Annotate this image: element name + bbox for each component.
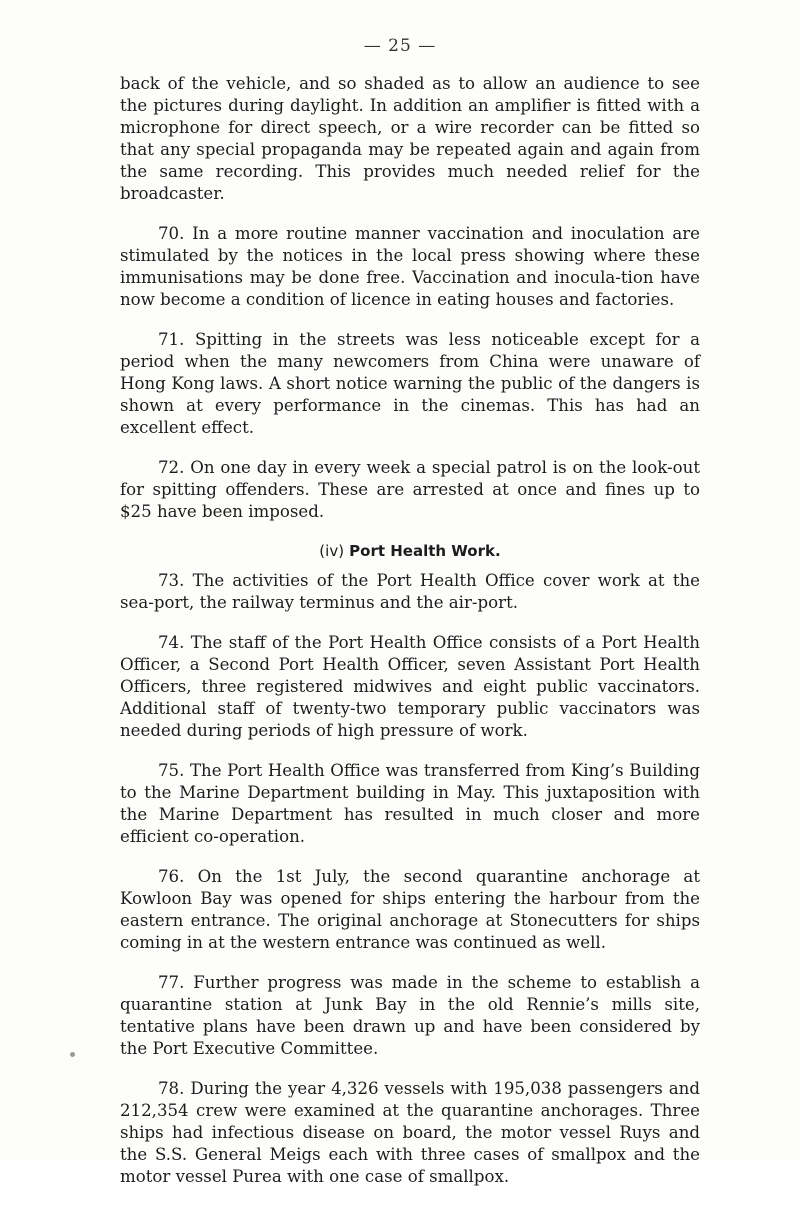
paragraph-70: 70. In a more routine manner vaccination and inoculation are stimulated by the notices in the local press showing where these immunisations may be done free. Vaccination and inocula-tion have now become a condition of licence in eating houses and factories. bbox=[120, 224, 700, 309]
paragraph-74: 74. The staff of the Port Health Office consists of a Port Health Officer, a Second Port Health Officer, seven Assistant Port Health Officers, three registered midwives and eight public vaccinators. Additional staff of twenty-two temporary public vaccinators was needed during periods of high pressure of work. bbox=[120, 633, 700, 740]
section-title: Port Health Work. bbox=[349, 542, 501, 560]
paragraph-77: 77. Further progress was made in the scheme to establish a quarantine station at Junk Bay in the old Rennie’s mills site, tentative plans have been drawn up and have been considered by the Port Executive Committee. bbox=[120, 973, 700, 1058]
paragraph-76: 76. On the 1st July, the second quarantine anchorage at Kowloon Bay was opened for ships entering the harbour from the eastern entrance. The original anchorage at Stonecutters for ships coming in at the western entrance was continued as well. bbox=[120, 867, 700, 952]
section-heading bbox=[120, 541, 700, 561]
paragraph-continuation: back of the vehicle, and so shaded as to allow an audience to see the pictures during daylight. In addition an amplifier is fitted with a microphone for direct speech, or a wire recorder can be fitted so that any special propaganda may be repeated again and again from the same recording. This provides much needed relief for the broadcaster. bbox=[120, 74, 700, 203]
paragraph-71: 71. Spitting in the streets was less noticeable except for a period when the many newcomers from China were unaware of Hong Kong laws. A short notice warning the public of the dangers is shown at every performance in the cinemas. This has had an excellent effect. bbox=[120, 330, 700, 437]
margin-mark bbox=[70, 1052, 75, 1057]
paragraph-78: 78. During the year 4,326 vessels with 195,038 passengers and 212,354 crew were examined at the quarantine anchorages. Three ships had infectious disease on board, the motor vessel Ruys and the S.S. General Meigs each with three cases of smallpox and the motor vessel Purea with one case of smallpox. bbox=[120, 1079, 700, 1186]
section-number: (iv) bbox=[319, 542, 345, 560]
paragraph-73: 73. The activities of the Port Health Office cover work at the sea-port, the railway terminus and the air-port. bbox=[120, 571, 700, 612]
page-number: — 25 — bbox=[363, 36, 437, 56]
paragraph-72: 72. On one day in every week a special patrol is on the look-out for spitting offenders. These are arrested at once and fines up to $25 have been imposed. bbox=[120, 458, 700, 521]
paragraph-75: 75. The Port Health Office was transferred from King’s Building to the Marine Department building in May. This juxtaposition with the Marine Department has resulted in much closer and more efficient co-operation. bbox=[120, 761, 700, 846]
body-text bbox=[120, 73, 700, 1206]
